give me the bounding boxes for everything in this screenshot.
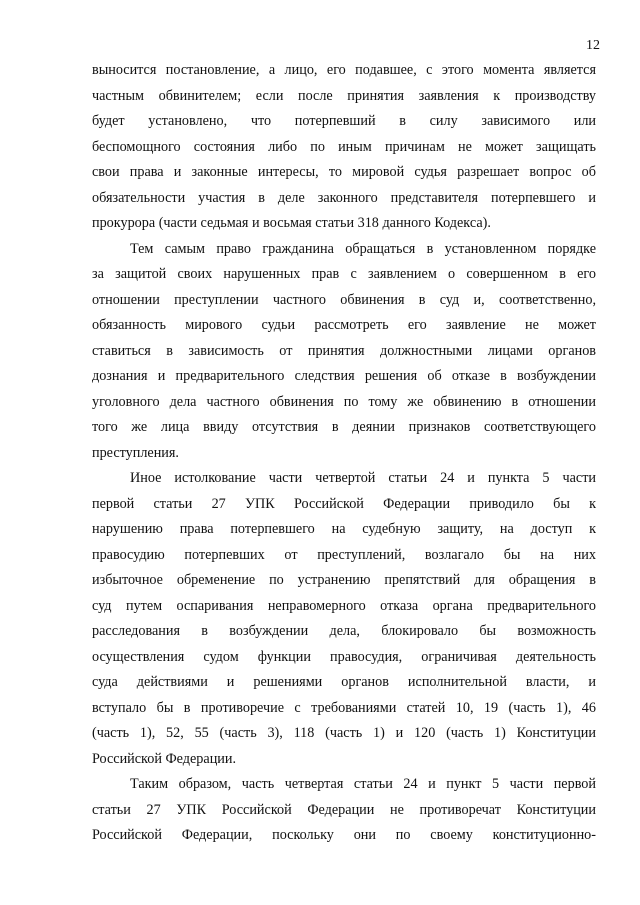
text-line: свои права и законные интересы, то мировой судья разрешает вопрос об bbox=[92, 164, 596, 180]
text-line: уголовного дела частного обвинения по тому же обвинению в отношении bbox=[92, 393, 596, 410]
text-line: Российской Федерации. bbox=[92, 750, 237, 767]
text-line: Тем самым право гражданина обращаться в установленном порядке bbox=[130, 240, 596, 257]
text-line: прокурора (части седьмая и восьмая статьи 318 данного Кодекса). bbox=[92, 215, 491, 231]
text-line: беспомощного состояния либо по иным причинам не может защищать bbox=[92, 138, 596, 155]
text-line: частным обвинителем; если после принятия заявления к производству bbox=[92, 87, 596, 104]
text-line: избыточное обременение по устранению препятствий для обращения в bbox=[92, 572, 596, 588]
document-body bbox=[92, 58, 596, 849]
text-line: того же лица ввиду отсутствия в деянии признаков соответствующего bbox=[92, 419, 596, 435]
text-line: суда действиями и решениями органов исполнительной власти, и bbox=[92, 674, 596, 690]
text-line: за защитой своих нарушенных прав с заявлением о совершенном в его bbox=[92, 266, 596, 282]
text-line: обязательности участия в деле законного представителя потерпевшего и bbox=[92, 189, 596, 206]
text-line: преступления. bbox=[92, 444, 179, 461]
text-line: первой статьи 27 УПК Российской Федерации приводило бы к bbox=[92, 495, 596, 512]
text-line: осуществления судом функции правосудия, ограничивая деятельность bbox=[92, 648, 596, 665]
paragraph-2 bbox=[92, 237, 596, 467]
paragraph-4 bbox=[92, 772, 596, 849]
text-line: статьи 27 УПК Российской Федерации не противоречат Конституции bbox=[92, 801, 596, 818]
text-line: суд путем оспаривания неправомерного отказа органа предварительного bbox=[92, 597, 596, 614]
text-line: дознания и предварительного следствия решения об отказе в возбуждении bbox=[92, 368, 596, 384]
text-line: (часть 1), 52, 55 (часть 3), 118 (часть 1) и 120 (часть 1) Конституции bbox=[92, 725, 596, 741]
text-line: будет установлено, что потерпевший в силу зависимого или bbox=[92, 113, 596, 129]
text-line: вступало бы в противоречие с требованиями статей 10, 19 (часть 1), 46 bbox=[92, 699, 596, 716]
text-line: правосудию потерпевших от преступлений, возлагало бы на них bbox=[92, 546, 596, 563]
page-number: 12 bbox=[586, 38, 600, 53]
paragraph-1 bbox=[92, 58, 596, 237]
text-line: Таким образом, часть четвертая статьи 24 и пункт 5 части первой bbox=[130, 776, 596, 792]
text-line: выносится постановление, а лицо, его подавшее, с этого момента является bbox=[92, 62, 596, 78]
paragraph-3 bbox=[92, 466, 596, 772]
text-line: ставиться в зависимость от принятия должностными лицами органов bbox=[92, 342, 596, 359]
text-line: обязанность мирового судьи рассмотреть его заявление не может bbox=[92, 317, 596, 333]
text-line: расследования в возбуждении дела, блокировало бы возможность bbox=[92, 623, 596, 639]
text-line: отношении преступлении частного обвинения в суд и, соответственно, bbox=[92, 291, 596, 308]
text-line: нарушению права потерпевшего на судебную защиту, на доступ к bbox=[92, 521, 596, 537]
text-line: Российской Федерации, поскольку они по своему конституционно- bbox=[92, 827, 596, 843]
text-line: Иное истолкование части четвертой статьи 24 и пункта 5 части bbox=[130, 470, 596, 486]
